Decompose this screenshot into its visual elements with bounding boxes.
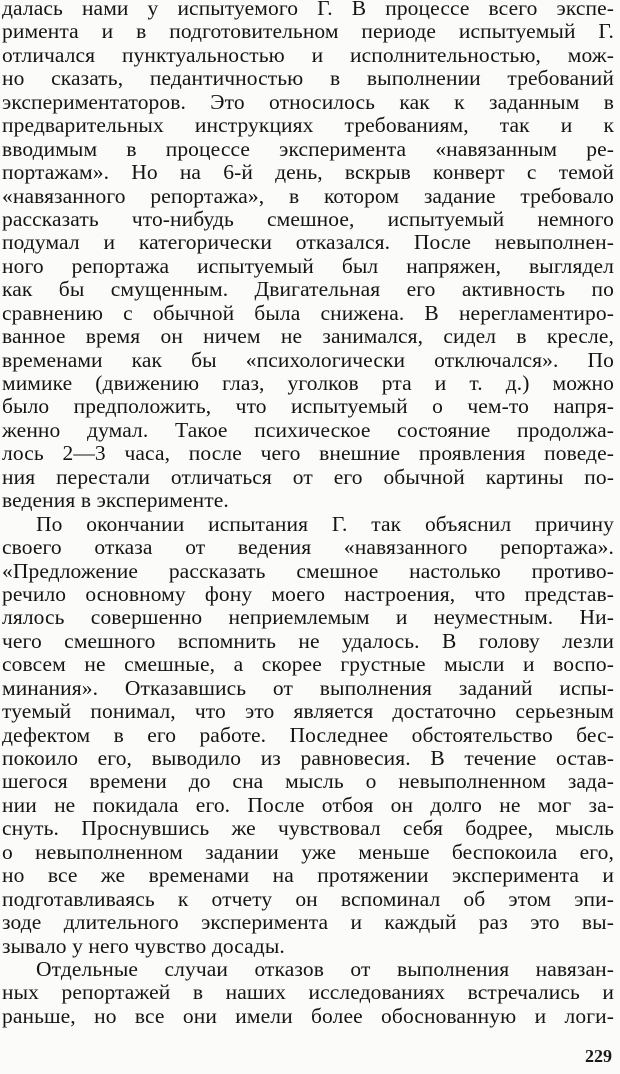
text-line: женно думал. Такое психическое состояние продолжа- <box>2 418 614 442</box>
text-line: ного репортажа испытуемый был напряжен, выглядел <box>2 254 614 278</box>
text-line: По окончании испытания Г. так объяснил причину <box>36 512 614 536</box>
text-line: мимике (движению глаз, уголков рта и т. д.) можно <box>2 372 614 395</box>
text-line: отличался пунктуальностью и исполнительностью, мож- <box>2 43 614 67</box>
text-line: речило основному фону моего настроения, что представ- <box>2 582 614 606</box>
text-line: туемый понимал, что это является достаточно серьезным <box>2 700 614 724</box>
text-line: «Предложение рассказать смешное настолько противо- <box>2 559 614 583</box>
text-line: экспериментаторов. Это относилось как к заданным в <box>2 90 614 114</box>
text-line: лось 2—3 часа, после чего внешние проявления поведе- <box>2 442 614 466</box>
text-line: далась нами у испытуемого Г. В процессе всего экспе- <box>2 0 614 20</box>
text-line: римента и в подготовительном периоде испытуемый Г. <box>2 20 614 44</box>
text-line: покоило его, выводило из равновесия. В течение остав- <box>2 747 614 770</box>
text-line: зоде длительного эксперимента и каждый раз это вы- <box>2 911 614 935</box>
text-line: но сказать, педантичностью в выполнении требований <box>2 67 614 91</box>
text-line: чего смешного вспомнить не удалось. В голову лезли <box>2 629 614 653</box>
text-line: лялось совершенно неприемлемым и неуместным. Ни- <box>2 606 614 630</box>
text-line: рассказать что-нибудь смешное, испытуемый немного <box>2 207 614 231</box>
text-line: дефектом в его работе. Последнее обстоятельство бес- <box>2 723 614 747</box>
body-text <box>2 0 614 1028</box>
text-line: Отдельные случаи отказов от выполнения навязан- <box>36 957 614 981</box>
text-line: временами как бы «психологически отключался». По <box>2 348 614 372</box>
text-line: портажам». Но на 6-й день, вскрыв конверт с темой <box>2 161 614 185</box>
page-number: 229 <box>585 1046 612 1066</box>
text-line: зывало у него чувство досады. <box>2 934 285 958</box>
text-line: нии не покидала его. После отбоя он долго не мог за- <box>2 793 614 817</box>
text-line: снуть. Проснувшись же чувствовал себя бодрее, мысль <box>2 817 614 841</box>
text-line: своего отказа от ведения «навязанного репортажа». <box>2 536 614 560</box>
text-line: как бы смущенным. Двигательная его активность по <box>2 278 614 302</box>
text-line: было предположить, что испытуемый о чем-то напря- <box>2 395 614 419</box>
text-line: ных репортажей в наших исследованиях встречались и <box>2 981 614 1005</box>
text-line: подумал и категорически отказался. После невыполнен- <box>2 231 614 255</box>
text-line: сравнению с обычной была снижена. В нерегламентиро- <box>2 301 614 325</box>
text-line: раньше, но все они имели более обоснованную и логи- <box>2 1004 614 1028</box>
text-line: о невыполненном задании уже меньше беспокоила его, <box>2 840 614 864</box>
text-line: ведения в эксперименте. <box>2 489 229 513</box>
text-line: но все же временами на протяжении эксперимента и <box>2 864 614 888</box>
text-line: шегося времени до сна мысль о невыполненном зада- <box>2 770 614 794</box>
text-line: ванное время он ничем не занимался, сидел в кресле, <box>2 325 614 349</box>
text-line: совсем не смешные, а скорее грустные мысли и воспо- <box>2 653 614 677</box>
text-line: минания». Отказавшись от выполнения заданий испы- <box>2 676 614 700</box>
text-line: ния перестали отличаться от его обычной картины по- <box>2 465 614 489</box>
text-line: «навязанного репортажа», в котором задание требовало <box>2 184 614 208</box>
text-line: предварительных инструкциях требованиям, так и к <box>2 114 614 138</box>
text-line: вводимым в процессе эксперимента «навязанным ре- <box>2 137 614 161</box>
text-line: подготавливаясь к отчету он вспоминал об этом эпи- <box>2 887 614 911</box>
